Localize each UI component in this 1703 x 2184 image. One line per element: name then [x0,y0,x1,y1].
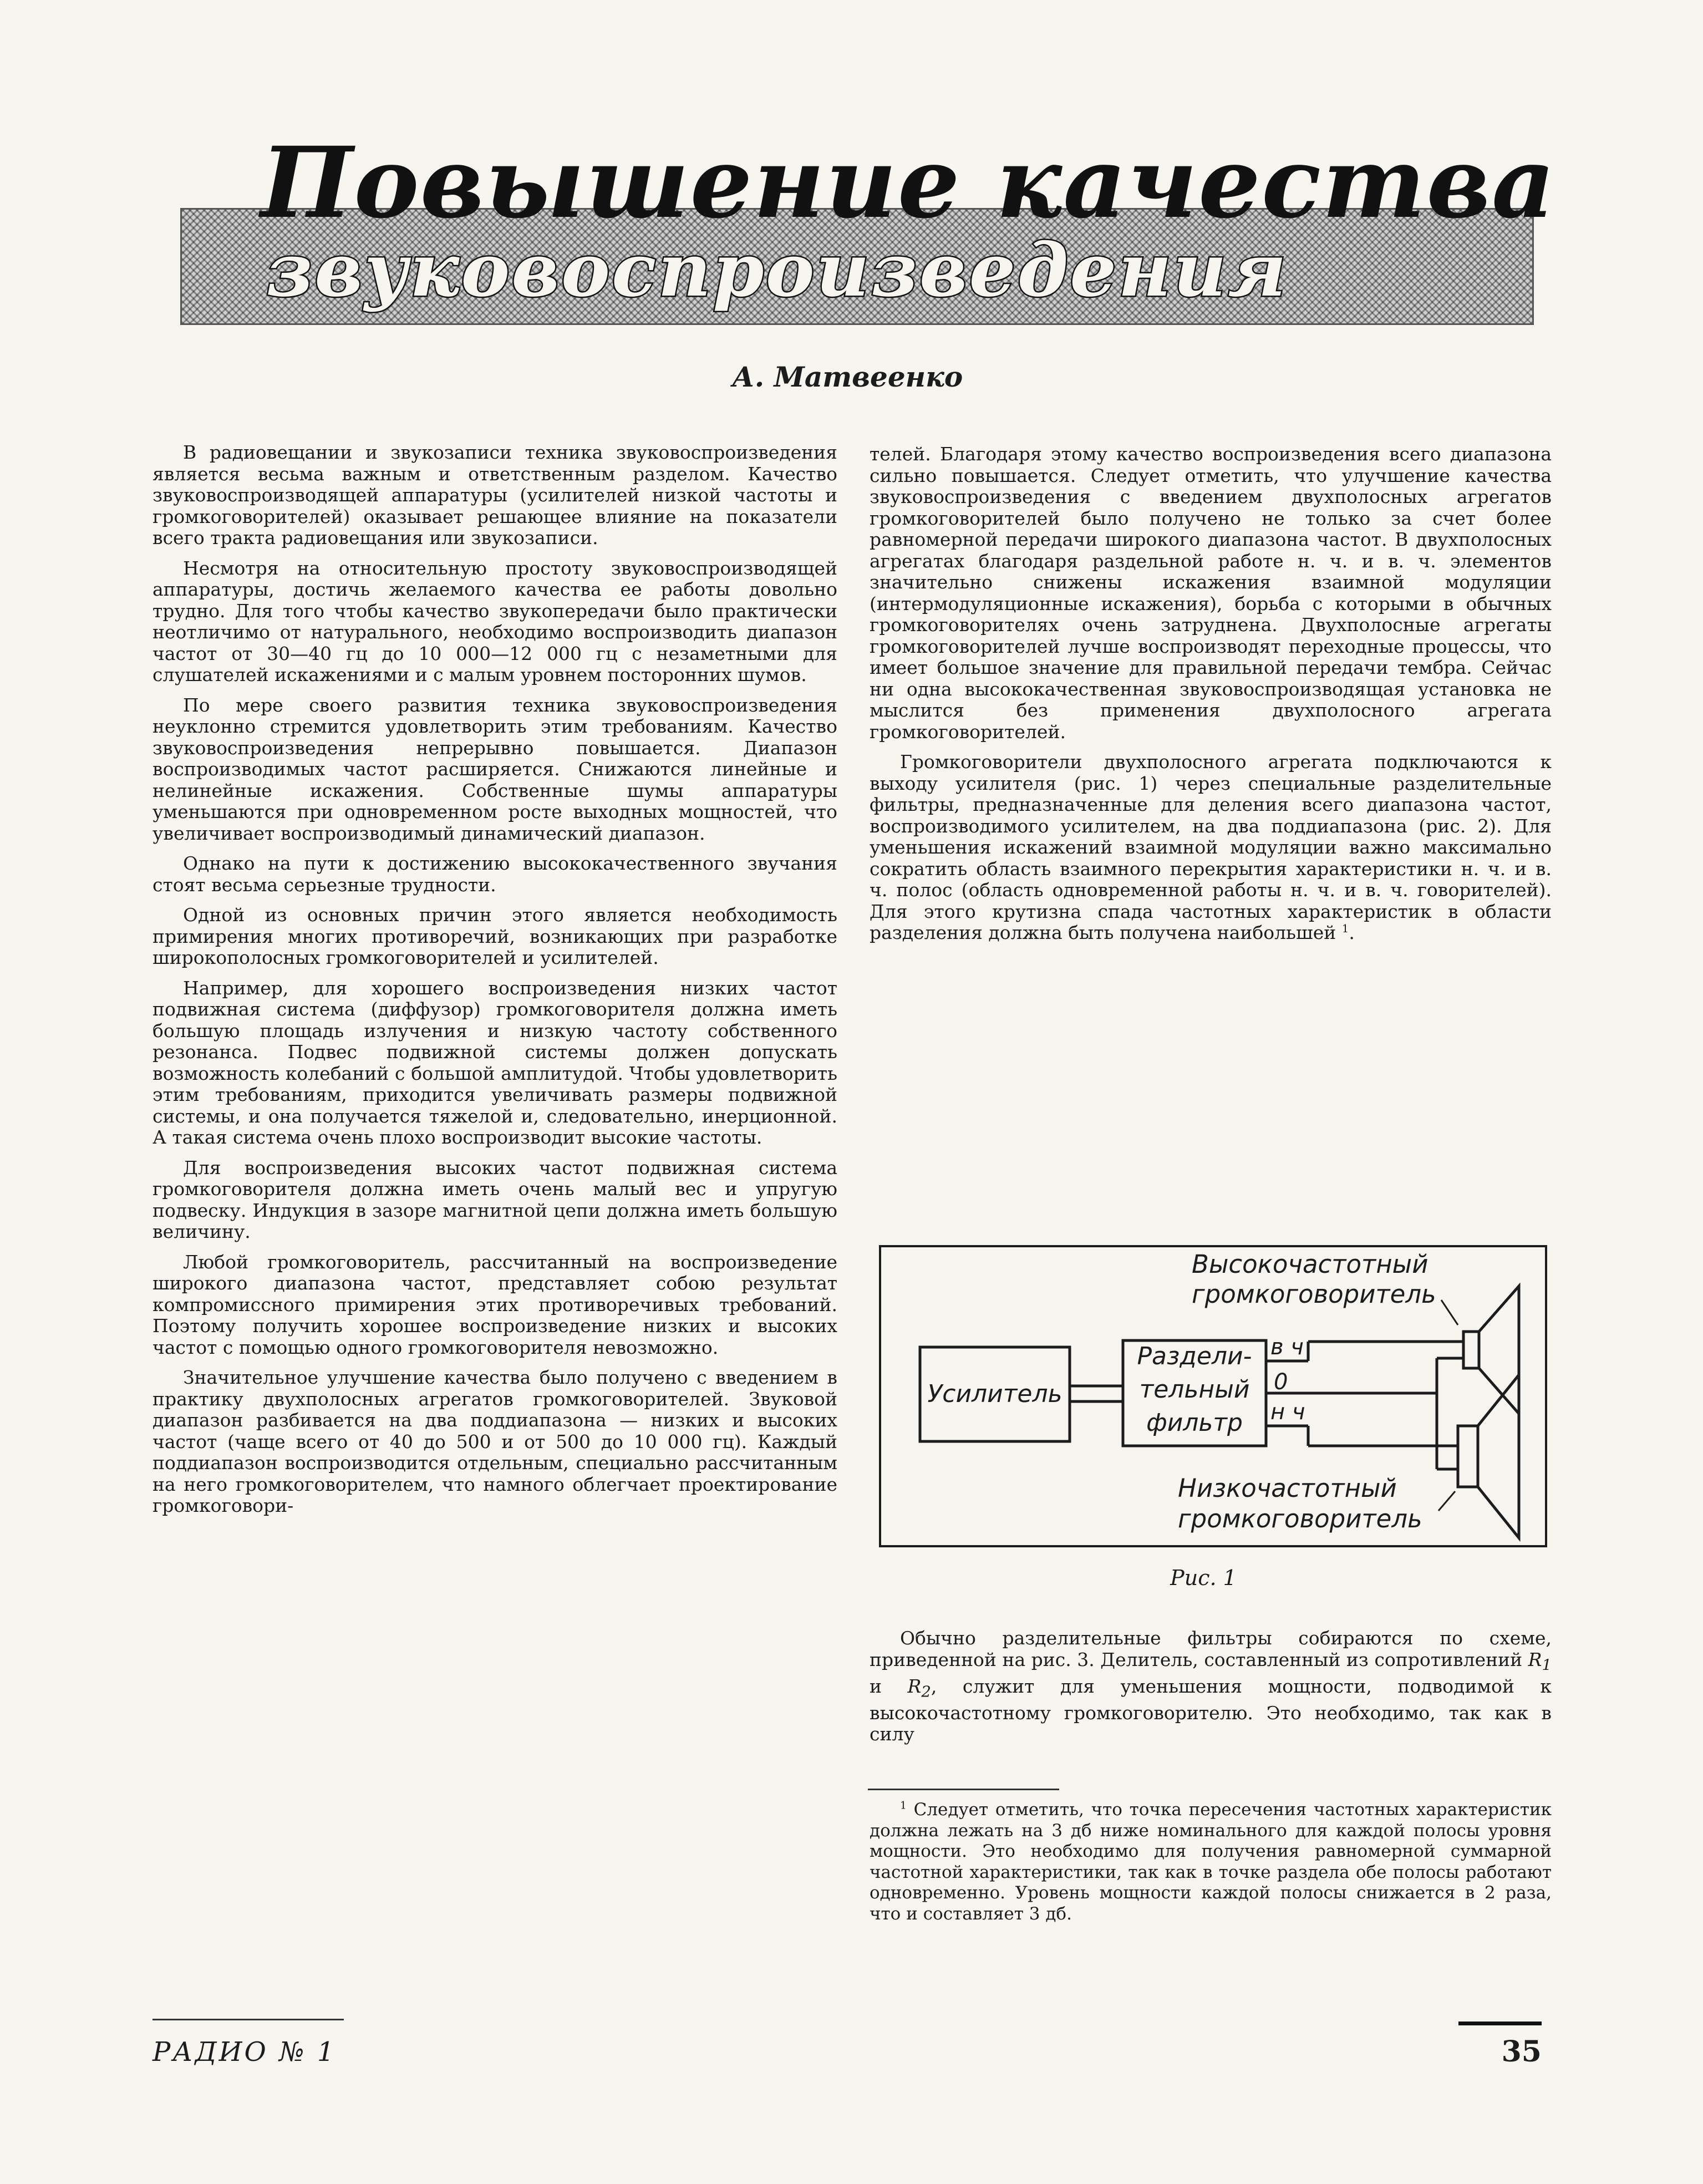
tweeter-label-line1: Высокочастотный [1192,1250,1429,1279]
filter-label-line2: тельный [1139,1375,1250,1404]
paragraph: Любой громкоговоритель, рассчитанный на воспроизведение широкого диапазона частот, представляет собою результат компромиссного примирения этих противоречивых требований. Поэтому получить хорошее воспроизведение низких и высоких частот с помощью одного громкоговорителя невозможно. [152,1251,837,1358]
article-title-line1: Повышение качества [261,125,1557,240]
paragraph: Значительное улучшение качества было получено с введением в практику двухполосных агрегатов громкоговорителей. Звуковой диапазон разбивается на два поддиапазона — низких и высоких частот (чаще всего от 40 до 500 и от 500 до 10 000 гц). Каждый поддиапазон воспроизводится отдельным, специально рассчитанным на него громкоговорителем, что намного облегчает проектирование громкоговори- [152,1367,837,1516]
footnote-paragraph [870,1800,1552,1924]
amplifier-label: Усилитель [927,1380,1063,1408]
footnote [870,1800,1552,1977]
footer-divider-right [1458,2022,1542,2025]
paragraph: Для воспроизведения высоких частот подвижная система громкоговорителя должна иметь очень малый вес и упругую подвеску. Индукция в зазоре магнитной цепи должна иметь большую величину. [152,1156,837,1242]
figure-diagram [879,1245,1547,1547]
footer-divider-left [152,2019,344,2020]
article-title-line2: звуковоспроизведения [266,227,1288,313]
resistor-r2 [907,1675,931,1701]
woofer-label-line1: Низкочастотный [1178,1474,1397,1503]
paragraph: Несмотря на относительную простоту звуковоспроизводящей аппаратуры, достичь желаемого качества ее работы довольно трудно. Для того чтобы качество звукопередачи было практически неотличимо от натурального, необходимо воспроизводить диапазон частот от 30—40 гц до 10 000—12 000 гц с незаметными для слушателей искажениями и с малым уровнем посторонних шумов. [152,557,837,685]
footnote-divider [868,1789,1059,1790]
right-text-column-top [870,444,1552,1231]
output-lf-label: н ч [1270,1399,1305,1425]
resistor-symbol: R [1528,1648,1542,1670]
footnote-mark: 1 [900,1800,907,1812]
conjunction: и [870,1675,882,1697]
woofer-label-line2: громкоговоритель [1178,1504,1422,1533]
article-author: А. Матвеенко [732,360,963,393]
tweeter-label-line2: громкоговоритель [1192,1279,1436,1309]
output-common-label: 0 [1274,1369,1288,1395]
paragraph-text: Громкоговорители двухполосного агрегата подключаются к выходу усилителя (рис. 1) через специальные разделительные фильтры, предназначенные для деления всего диапазона частот, воспроизводимого усилителем, на два поддиапазона (рис. 2). Для уменьшения искажений взаимной модуляции важно максимально сократить область взаимного перекрытия характеристики н. ч. и в. ч. полос (область одновременной работы н. ч. и в. ч. говорителей). Для этого крутизна спада частотных характеристик в области разделения должна быть получена наибольшей [870,751,1552,943]
paragraph [870,1628,1552,1745]
paragraph: Однако на пути к достижению высококачественного звучания стоят весьма серьезные трудности. [152,852,837,896]
resistor-index: 2 [921,1683,931,1701]
output-hf-label: в ч [1270,1334,1304,1360]
paragraph: В радиовещании и звукозаписи техника звуковоспроизведения является весьма важным и ответственным разделом. Качество звуковоспроизводящей аппаратуры (усилителей низкой частоты и громкоговорителей) оказывает решающее влияние на показатели всего тракта радиовещания или звукозаписи. [152,441,837,548]
footnote-text: Следует отметить, что точка пересечения частотных характеристик должна лежать на 3 дб ниже номинального для каждой полосы уровня мощности. Это необходимо для получения равномерной суммарной частотной характеристики, так как в точке раздела обе полосы работают одновременно. Уровень мощности каждой полосы снижается в 2 раза, что и составляет 3 дб. [870,1800,1552,1924]
footnote-reference[interactable]: 1 [1341,922,1349,935]
figure-caption: Рис. 1 [1170,1566,1237,1590]
paragraph: По мере своего развития техника звуковоспроизведения неуклонно стремится удовлетворить этим требованиям. Качество звуковоспроизведения непрерывно повышается. Диапазон воспроизводимых частот расширяется. Снижаются линейные и нелинейные искажения. Собственные шумы аппаратуры уменьшаются при одновременном росте выходных мощностей, что увеличивает воспроизводимый динамический диапазон. [152,694,837,844]
filter-label-line1: Раздели- [1137,1342,1252,1370]
paragraph-text: Обычно разделительные фильтры собираются по схеме, приведенной на рис. 3. Делитель, составленный из сопротивлений [870,1627,1552,1670]
resistor-index: 1 [1542,1656,1552,1674]
paragraph: Одной из основных причин этого является необходимость примирения многих противоречий, возникающих при разработке широкополосных громкоговорителей и усилителей. [152,904,837,968]
paragraph: Например, для хорошего воспроизведения низких частот подвижная система (диффузор) громкоговорителя должна иметь большую площадь излучения и низкую частоту собственного резонанса. Подвес подвижной системы должен допускать возможность колебаний с большой амплитудой. Чтобы удовлетворить этим требованиям, приходится увеличивать размеры подвижной системы, и она получается тяжелой и, следовательно, инерционной. А такая система очень плохо воспроизводит высокие частоты. [152,977,837,1148]
paragraph-text: , служит для уменьшения мощности, подводимой к высокочастотному громкоговорителю. Это необходимо, так как в силу [870,1675,1552,1745]
left-text-column [152,442,837,1973]
paragraph: телей. Благодаря этому качество воспроизведения всего диапазона сильно повышается. Следует отметить, что улучшение качества звуковоспроизведения с введением двухполосных агрегатов громкоговорителей было получено не только за счет более равномерной передачи широкого диапазона частот. В двухполосных агрегатах благодаря раздельной работе н. ч. и в. ч. элементов значительно снижены искажения взаимной модуляции (интермодуляционные искажения), борьба с которыми в обычных громкоговорителях очень затруднена. Двухполосные агрегаты громкоговорителей лучше воспроизводят переходные процессы, что имеет большое значение для правильной передачи тембра. Сейчас ни одна высококачественная звуковоспроизводящая установка не мыслится без применения двухполосного агрегата громкоговорителей. [870,443,1552,743]
journal-name: РАДИО № 1 [152,2036,337,2068]
resistor-r1 [1528,1648,1552,1674]
right-text-column-bottom [870,1628,1552,1750]
paragraph: Громкоговорители двухполосного агрегата подключаются к выходу усилителя (рис. 1) через специальные разделительные фильтры, предназначенные для деления всего диапазона частот, воспроизводимого усилителем, на два поддиапазона (рис. 2). Для уменьшения искажений взаимной модуляции важно максимально сократить область взаимного перекрытия характеристики н. ч. и в. ч. полос (область одновременной работы н. ч. и в. ч. говорителей). Для этого крутизна спада частотных характеристик в области разделения должна быть получена наибольшей $^1$. [870,751,1552,943]
page-number: 35 [1501,2035,1542,2069]
resistor-symbol: R [907,1675,922,1697]
filter-label-line3: фильтр [1146,1409,1243,1437]
